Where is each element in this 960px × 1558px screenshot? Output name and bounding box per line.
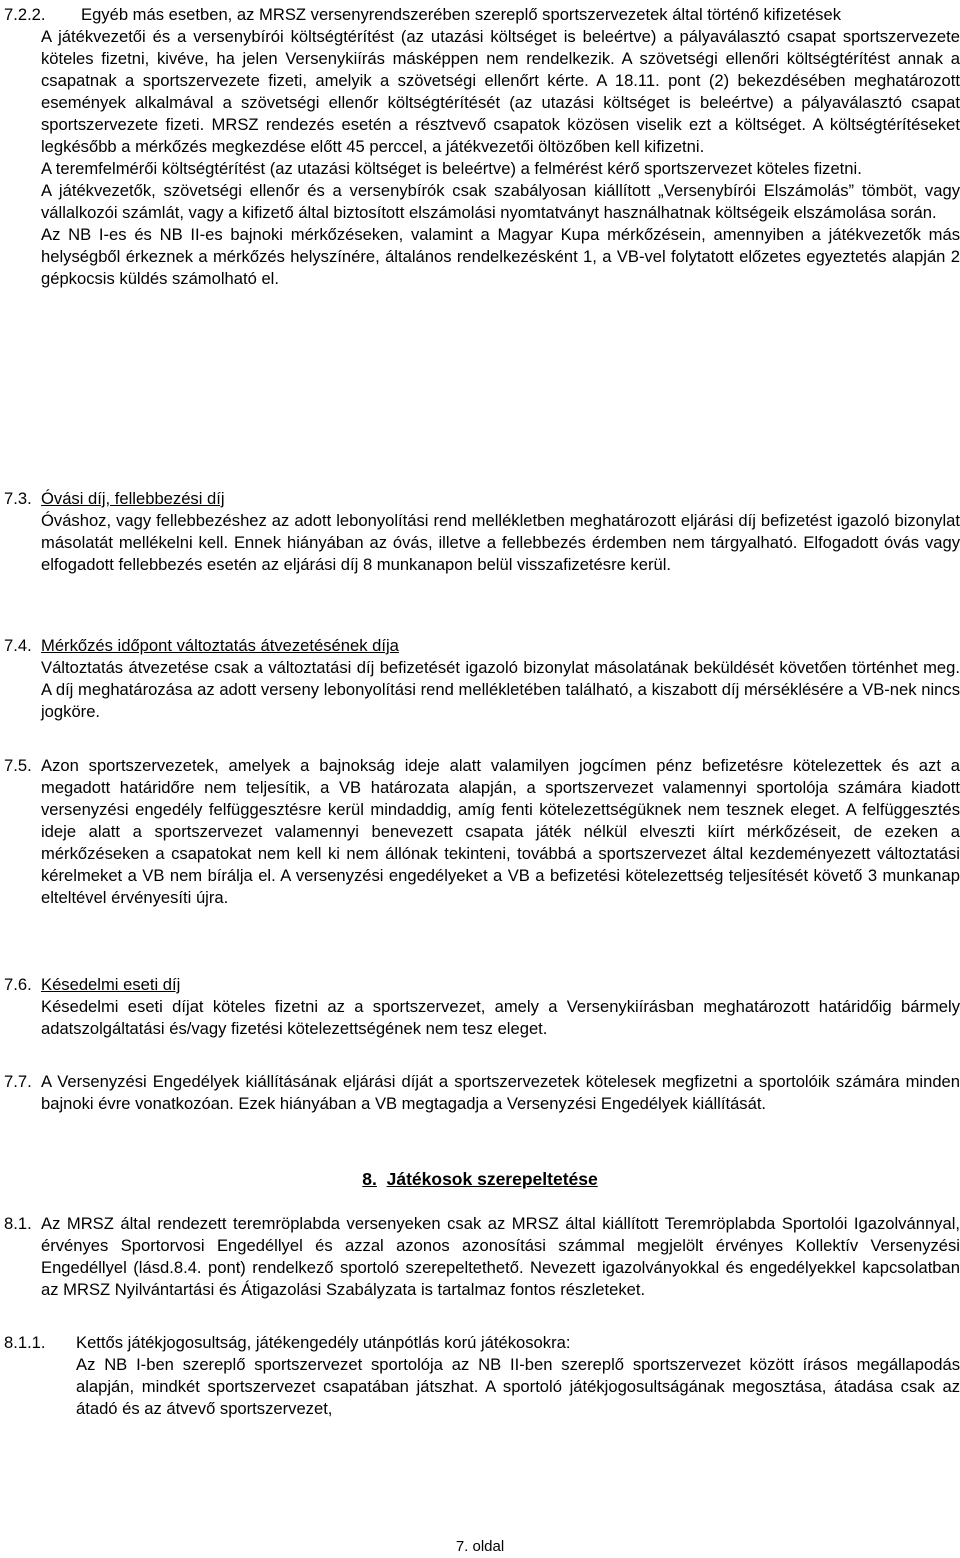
chapter-heading [0, 1167, 960, 1191]
chapter-number: 8. [362, 1169, 377, 1189]
paragraph: Óváshoz, vagy fellebbezéshez az adott lebonyolítási rend mellékletben meghatározott eljárási díj befizetést igazoló bizonylat másolatát mellékelni kell. Ennek hiányában az óvás, illetve a fellebbezés érdemben nem tárgyalható. Elfogadott óvás vagy elfogadott fellebbezés esetén az eljárási díj 8 munkanapon belül visszafizetésre kerül. [41, 511, 960, 574]
section-title: Mérkőzés időpont változtatás átvezetésének díja [41, 636, 399, 655]
paragraph: Az MRSZ által rendezett teremröplabda versenyeken csak az MRSZ által kiállított Teremröplabda Sportolói Igazolvánnyal, érvényes Sportorvosi Engedéllyel és azzal azonos azonosítási számmal megjelölt érvényes Kollektív Versenyzési Engedéllyel (lásd.8.4. pont) rendelkező sportoló szerepeltethető. Nevezett igazolványokkal és engedélyekkel kapcsolatban az MRSZ Nyilvántartási és Átigazolási Szabályzata is tartalmaz fontos részleteket. [41, 1214, 960, 1299]
paragraph: Az NB I-es és NB II-es bajnoki mérkőzéseken, valamint a Magyar Kupa mérkőzésein, amennyiben a játékvezetők más helységből érkeznek a mérkőzés helyszínére, általános rendelkezésként 1, a VB-vel folytatott előzetes egyeztetés alapján 2 gépkocsis küldés számolható el. [41, 225, 960, 288]
section-title: Késedelmi eseti díj [41, 975, 181, 994]
paragraph: Változtatás átvezetése csak a változtatási díj befizetését igazoló bizonylat másolatának beküldését követően történhet meg. A díj meghatározása az adott verseny lebonyolítási rend mellékletében található, a kiszabott díj mérséklésére a VB-nek nincs jogköre. [41, 658, 960, 721]
section-number: 7.4. [4, 636, 32, 655]
paragraph: A játékvezetők, szövetségi ellenőr és a versenybírók csak szabályosan kiállított „Versenybírói Elszámolás” tömböt, vagy vállalkozói számlát, vagy a kifizető által biztosított elszámolási nyomtatványt használhatnak költségeik elszámolása során. [41, 181, 960, 222]
page-number: 7. oldal [455, 1538, 505, 1555]
section-title: Kettős játékjogosultság, játékengedély utánpótlás korú játékosokra: [76, 1333, 571, 1352]
section-number: 7.6. [4, 975, 32, 994]
section-number: 7.5. [4, 756, 32, 775]
paragraph: A teremfelmérői költségtérítést (az utazási költséget is beleértve) a felmérést kérő sportszervezet köteles fizetni. [41, 159, 862, 178]
chapter-title: Játékosok szerepeltetése [386, 1169, 598, 1189]
paragraph: Azon sportszervezetek, amelyek a bajnokság ideje alatt valamilyen jogcímen pénz befizetésre kötelezettek és azt a megadott határidőre nem teljesítik, a VB határozata alapján, a sportszervezet valamennyi sportolója számára kiadott versenyzési engedély felfüggesztésre kerül mindaddig, amíg fenti kötelezettségüknek nem tesznek eleget. A felfüggesztés ideje alatt a sportszervezet valamennyi benevezett csapata játék nélkül elveszti kiírt mérkőzéseit, de ezeken a mérkőzéseken a csapatokat nem kell ki nem állónak tekinteni, továbbá a sportszervezet által kezdeményezett változtatási kérelmeket a VB nem bírálja el. A versenyzési engedélyeket a VB a befizetési kötelezettség teljesítését követő 3 munkanap elteltével érvényesíti újra. [41, 756, 960, 907]
paragraph: Az NB I-ben szereplő sportszervezet sportolója az NB II-ben szereplő sportszervezet között írásos megállapodás alapján, mindkét sportszervezet csapatában játszhat. A sportoló játékjogosultságának megosztása, átadása csak az átadó és az átvevő sportszervezet, [76, 1355, 960, 1418]
section-number: 8.1.1. [4, 1333, 46, 1352]
section-number: 7.2.2. [4, 5, 46, 24]
paragraph: Késedelmi eseti díjat köteles fizetni az a sportszervezet, amely a Versenykiírásban meghatározott határidőig bármely adatszolgáltatási és/vagy fizetési kötelezettségének nem tesz eleget. [41, 997, 960, 1038]
paragraph: A játékvezetői és a versenybírói költségtérítést (az utazási költséget is beleértve) a pályaválasztó csapat sportszervezete köteles fizetni, kivéve, ha jelen Versenykiírás másképpen nem rendelkezik. A szövetségi ellenőri költségtérítést annak a csapatnak a sportszervezete fizeti, amelyik a szövetségi ellenőrt kérte. A 18.11. pont (2) bekezdésében meghatározott események alkalmával a szövetségi ellenőr költségtérítését (az utazási költséget is beleértve) a pályaválasztó csapat sportszervezete fizeti. MRSZ rendezés esetén a résztvevő csapatok közösen viselik ezt a költséget. A költségtérítéseket legkésőbb a mérkőzés megkezdése előtt 45 perccel, a játékvezetői öltözőben kell kifizetni. [41, 27, 960, 156]
section-number: 8.1. [4, 1214, 32, 1233]
paragraph: A Versenyzési Engedélyek kiállításának eljárási díját a sportszervezetek kötelesek megfizetni a sportolóik számára minden bajnoki évre vonatkozóan. Ezek hiányában a VB megtagadja a Versenyzési Engedélyek kiállítását. [41, 1072, 960, 1113]
section-number: 7.3. [4, 489, 32, 508]
section-title: Egyéb más esetben, az MRSZ versenyrendszerében szereplő sportszervezetek által történő kifizetések [81, 5, 841, 24]
section-number: 7.7. [4, 1072, 32, 1091]
section-title: Óvási díj, fellebbezési díj [41, 489, 225, 508]
